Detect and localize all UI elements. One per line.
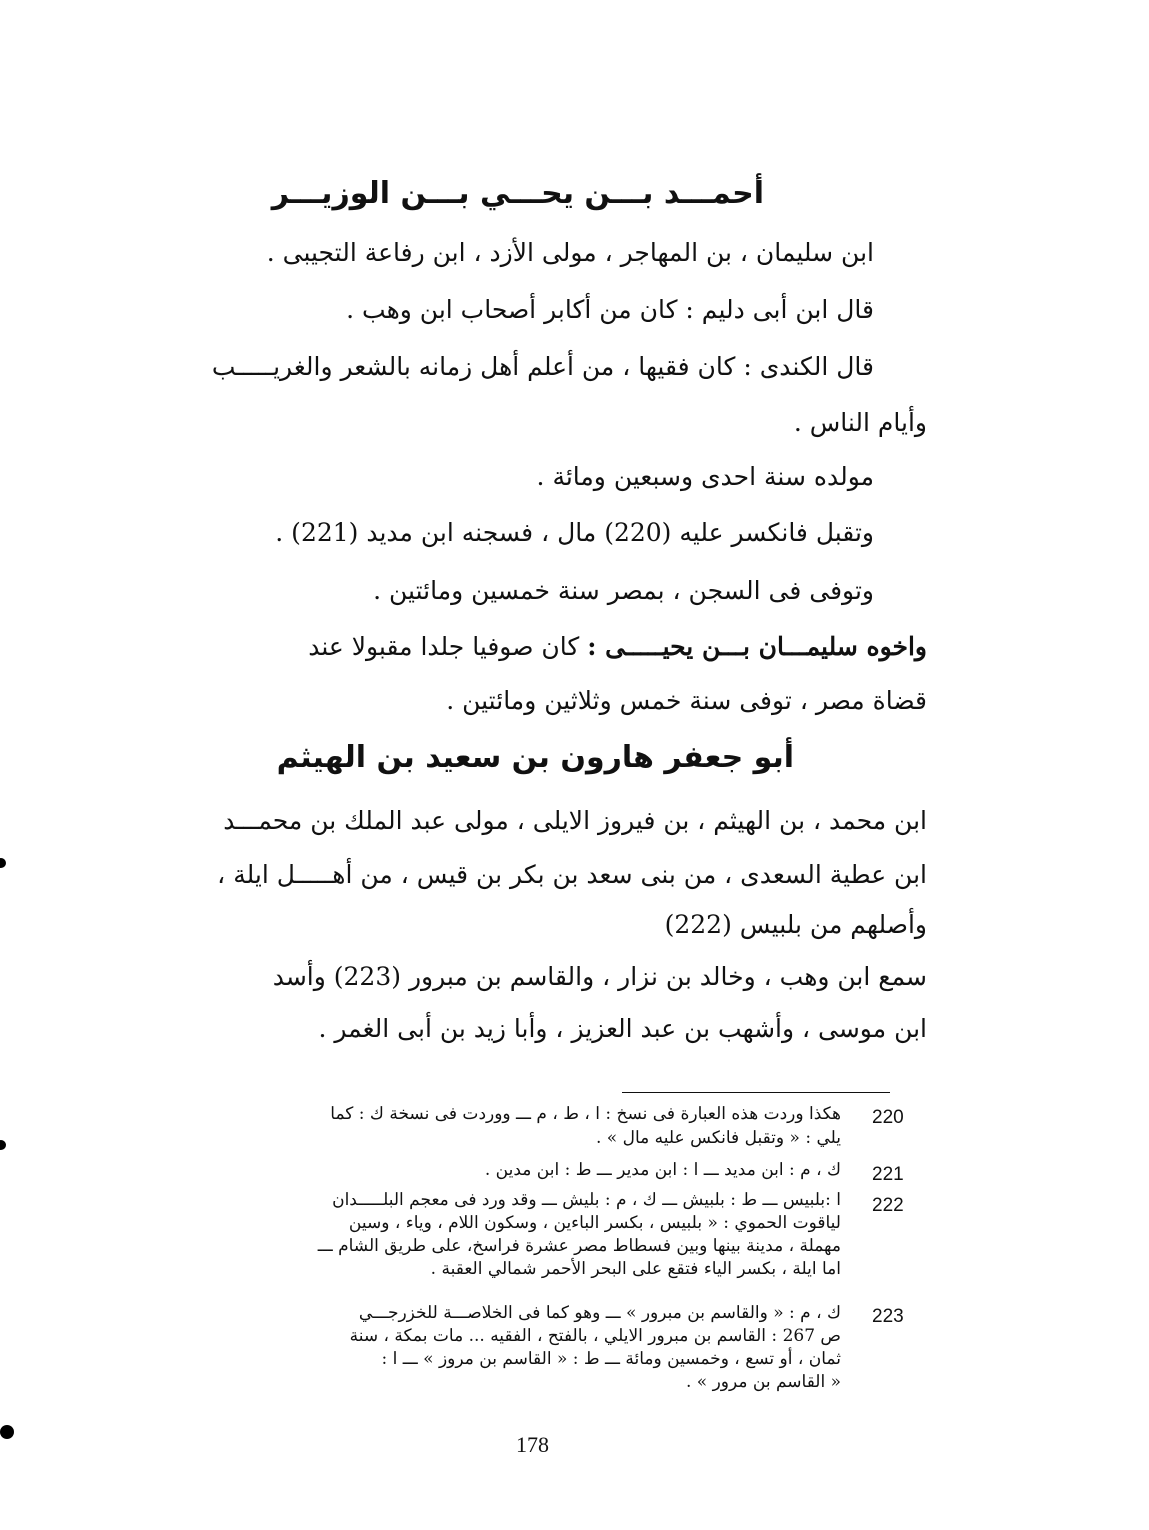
footnote-line: يلي : « وتقبل فانكس عليه مال » . [596, 1128, 841, 1148]
footnote-number: 221 [872, 1164, 904, 1185]
section-heading-ahmad: أحمـــد بـــن يحـــي بـــن الوزيـــر [271, 176, 764, 211]
footnote-divider [622, 1092, 890, 1093]
footnote-number: 220 [872, 1107, 904, 1128]
footnote-line: « القاسم بن مرور » . [685, 1372, 841, 1392]
footnote-number: 223 [872, 1306, 904, 1327]
body-line: ابن محمد ، بن الهيثم ، بن فيروز الايلى ، مولى عبد الملك بن محمـــد [223, 806, 927, 835]
body-line: قال ابن أبى دليم : كان من أكابر أصحاب ابن وهب . [346, 295, 874, 324]
body-line: وأصلهم من بلبيس (222) [664, 910, 927, 939]
section-heading-harun: أبو جعفر هارون بن سعيد بن الهيثم [276, 740, 794, 775]
brother-line [308, 632, 927, 662]
body-line: مولده سنة احدى وسبعين ومائة . [536, 462, 874, 491]
scan-punch-hole [0, 858, 6, 868]
brother-name: واخوه سليمـــان بـــن يحيـــــى : [587, 632, 927, 661]
body-line: ابن موسى ، وأشهب بن عبد العزيز ، وأبا زيد بن أبى الغمر . [318, 1014, 927, 1043]
body-line: ابن عطية السعدى ، من بنى سعد بن بكر بن قيس ، من أهـــــل ايلة ، [217, 860, 927, 889]
scan-punch-hole [0, 1425, 14, 1439]
footnote-line: ا :بلبيس ـــ ط : بلبيش ـــ ك ، م : بليش ـــ وقد ورد فى معجم البلـــــدان [332, 1190, 841, 1210]
body-line: سمع ابن وهب ، وخالد بن نزار ، والقاسم بن مبرور (223) وأسد [272, 962, 927, 991]
footnote-line: مهملة ، مدينة بينها وبين فسطاط مصر عشرة فراسخ، على طريق الشام ـــ [317, 1236, 841, 1256]
footnote-line: هكذا وردت هذه العبارة فى نسخ : ا ، ط ، م ـــ ووردت فى نسخة ك : كما [330, 1104, 841, 1124]
body-line: وأيام الناس . [793, 408, 927, 437]
scan-punch-hole [0, 1140, 6, 1150]
page-number: 178 [516, 1432, 549, 1457]
footnote-line: ك ، م : ابن مديد ـــ ا : ابن مدير ـــ ط : ابن مدين . [484, 1160, 841, 1180]
footnote-line: ثمان ، أو تسع ، وخمسين ومائة ـــ ط : « القاسم بن مروز » ـــ ا : [381, 1349, 841, 1369]
body-line: قضاة مصر ، توفى سنة خمس وثلاثين ومائتين . [446, 686, 927, 715]
body-line: ابن سليمان ، بن المهاجر ، مولى الأزد ، ابن رفاعة التجيبى . [266, 238, 874, 267]
footnote-line: اما ايلة ، بكسر الياء فتقع على البحر الأحمر شمالي العقبة . [430, 1259, 841, 1279]
body-line: وتوفى فى السجن ، بمصر سنة خمسين ومائتين . [373, 576, 874, 605]
brother-text: كان صوفيا جلدا مقبولا عند [308, 632, 580, 661]
body-line: وتقبل فانكسر عليه (220) مال ، فسجنه ابن مديد (221) . [275, 518, 874, 547]
footnote-line: ص 267 : القاسم بن مبرور الايلي ، بالفتح ، الفقيه ... مات بمكة ، سنة [349, 1326, 841, 1346]
footnote-line: ك ، م : « والقاسم بن مبرور » ـــ وهو كما فى الخلاصـــة للخزرجـــي [358, 1303, 841, 1323]
footnote-number: 222 [872, 1195, 904, 1216]
footnote-line: لياقوت الحموي : « بلبيس ، بكسر الباءين ، وسكون اللام ، وياء ، وسين [348, 1213, 841, 1233]
body-line: قال الكندى : كان فقيها ، من أعلم أهل زمانه بالشعر والغريـــــب [211, 352, 874, 381]
